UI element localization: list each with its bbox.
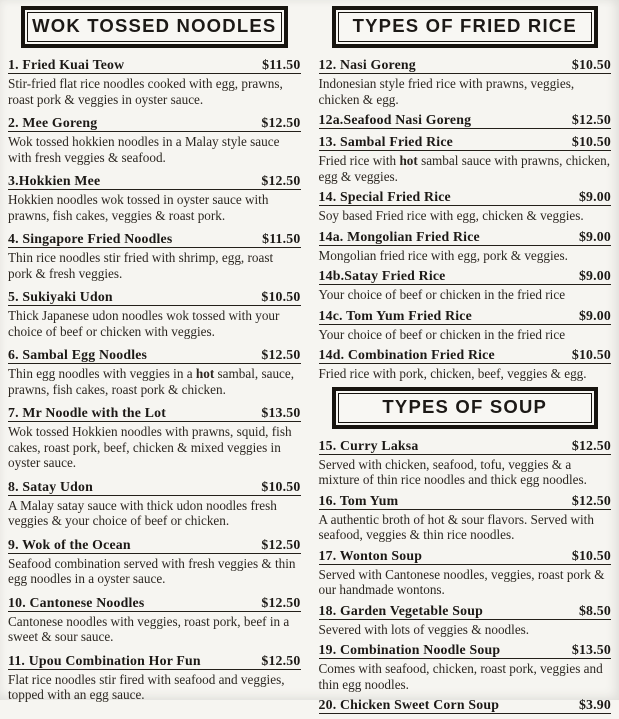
menu-item-price: $9.00: [578, 228, 611, 244]
menu-item: [8, 289, 301, 339]
menu-item: [319, 548, 612, 598]
menu-item-name: 14c. Tom Yum Fried Rice: [318, 307, 472, 323]
menu-item: [8, 115, 301, 165]
section-header-title: TYPES OF FRIED RICE: [338, 12, 593, 42]
menu-item-description: [319, 208, 612, 224]
menu-item-price: $13.50: [261, 405, 301, 420]
menu-item: [319, 308, 612, 343]
menu-item-name: 14d. Combination Fried Rice: [318, 347, 495, 362]
menu-item-title-row: [8, 115, 301, 132]
menu-item-name: 1. Fried Kuai Teow: [8, 57, 125, 72]
menu-item-title-row: [319, 134, 612, 151]
menu-item-price: $3.90: [578, 697, 611, 712]
menu-item: [319, 642, 612, 692]
menu-item: [319, 268, 612, 303]
menu-item: [319, 112, 612, 129]
menu-item-title-row: [319, 548, 612, 565]
menu-item-title-row: [319, 347, 612, 364]
description-text: sambal sauce with prawns, chicken, egg & veggies.: [318, 153, 611, 184]
menu-item-price: $10.50: [261, 289, 301, 304]
menu-item-title-row: [319, 308, 612, 325]
menu-item-title-row: [319, 189, 612, 206]
menu-section: [8, 6, 301, 703]
menu-item-name: 20. Chicken Sweet Corn Soup: [318, 697, 500, 712]
menu-item-name: 14b.Satay Fried Rice: [318, 268, 446, 283]
menu-item-name: 12. Nasi Goreng: [318, 57, 416, 72]
menu-item-price: $10.50: [571, 547, 611, 563]
menu-item-price: $12.50: [571, 112, 611, 127]
menu-item-title-row: [8, 653, 301, 670]
menu-item-price: $9.00: [578, 268, 611, 283]
menu-item: [8, 231, 301, 281]
menu-item-description: [8, 614, 301, 645]
menu-item-price: $12.50: [571, 437, 611, 453]
menu-item: [319, 57, 612, 107]
menu-item-name: 7. Mr Noodle with the Lot: [8, 405, 167, 420]
description-text: Hokkien noodles wok tossed in oyster sauce with prawns, fish cakes, veggies & roast pork.: [8, 192, 269, 223]
menu-item-description: [8, 250, 301, 281]
description-text: Thin egg noodles with veggies in a: [8, 366, 196, 381]
menu-item-price: $12.50: [571, 492, 611, 508]
menu-item-description: [319, 287, 612, 303]
menu-item-title-row: [8, 479, 301, 496]
menu-item-price: $8.50: [578, 602, 611, 618]
description-text: sambal, sauce, prawns, fish cakes, roast pork & chicken.: [8, 366, 295, 397]
menu-item-description: [8, 672, 301, 703]
menu-item: [8, 479, 301, 529]
menu-item: [8, 653, 301, 703]
menu-item-price: $12.50: [261, 652, 301, 668]
menu-item: [8, 537, 301, 587]
menu-item: [319, 438, 612, 488]
description-text: Your choice of beef or chicken in the fried rice: [318, 287, 566, 302]
description-emphasis: hot: [195, 366, 215, 381]
menu-item: [8, 347, 301, 397]
menu-item: [8, 405, 301, 471]
menu-item: [8, 173, 301, 223]
menu-item-description: [8, 192, 301, 223]
menu-item-title-row: [8, 57, 301, 74]
description-text: Severed with lots of veggies & noodles.: [318, 621, 530, 637]
menu-item-price: $12.50: [261, 115, 301, 130]
menu-column-right: [319, 5, 612, 719]
section-items: [319, 438, 612, 715]
menu-item-name: 2. Mee Goreng: [8, 115, 98, 130]
menu-item-description: [319, 366, 612, 382]
description-emphasis: hot: [399, 153, 418, 168]
menu-item-name: 12a.Seafood Nasi Goreng: [318, 112, 472, 127]
menu-item-title-row: [319, 642, 612, 659]
menu-item-description: [8, 76, 301, 107]
menu-item-description: [8, 556, 301, 587]
menu-item-price: $13.50: [571, 642, 611, 657]
menu-item: [319, 189, 612, 224]
menu-section: [319, 387, 612, 715]
menu-item-title-row: [8, 173, 301, 190]
menu-item-price: $10.50: [261, 478, 301, 494]
menu-item-price: $9.00: [578, 307, 611, 323]
menu-item-name: 19. Combination Noodle Soup: [318, 642, 501, 657]
menu-item-description: [319, 153, 612, 184]
menu-item: [8, 57, 301, 107]
description-text: Your choice of beef or chicken in the fried rice: [318, 326, 566, 342]
section-header-box: [332, 387, 599, 429]
menu-item-price: $10.50: [571, 134, 611, 149]
menu-item-description: [8, 424, 301, 471]
menu-item-title-row: [8, 595, 301, 612]
description-text: Wok tossed Hokkien noodles with prawns, squid, fish cakes, roast pork, beef, chicken & mixed veggies in oyster sauce.: [8, 424, 292, 470]
menu-item-description: [319, 76, 612, 107]
section-header-title: TYPES OF SOUP: [338, 393, 593, 423]
menu-item-price: $11.50: [262, 231, 301, 246]
description-text: Fried rice with: [318, 153, 400, 168]
menu-item-description: [8, 498, 301, 529]
menu-item-description: [319, 567, 612, 598]
menu-item-description: [8, 134, 301, 165]
menu-item-price: $9.00: [578, 189, 611, 204]
menu-item-description: [8, 308, 301, 339]
menu-item-name: 4. Singapore Fried Noodles: [8, 231, 173, 246]
menu-item-name: 17. Wonton Soup: [318, 547, 423, 563]
menu-item-title-row: [8, 405, 301, 422]
menu-item-name: 5. Sukiyaki Udon: [8, 289, 113, 304]
menu-item-price: $12.50: [261, 347, 301, 362]
menu-item-description: [319, 512, 612, 543]
description-text: Thin rice noodles stir fried with shrimp, egg, roast pork & fresh veggies.: [8, 250, 274, 281]
menu-item-description: [8, 366, 301, 397]
menu-item-title-row: [319, 268, 612, 285]
description-text: Fried rice with pork, chicken, beef, veggies & egg.: [318, 366, 587, 381]
menu-item-name: 14. Special Fried Rice: [318, 189, 451, 204]
menu-column-left: [8, 5, 301, 719]
section-header-box: [21, 6, 288, 48]
menu-item: [319, 347, 612, 382]
menu-item-name: 14a. Mongolian Fried Rice: [318, 228, 480, 244]
menu-item: [319, 134, 612, 184]
menu-item-title-row: [319, 229, 612, 246]
menu-item-name: 3.Hokkien Mee: [8, 173, 101, 188]
menu-item-name: 11. Upou Combination Hor Fun: [8, 652, 201, 668]
menu-item-title-row: [319, 493, 612, 510]
menu-item-title-row: [319, 112, 612, 129]
menu-item-price: $12.50: [261, 594, 301, 610]
menu-item-price: $12.50: [261, 536, 301, 552]
menu-item-title-row: [8, 347, 301, 364]
menu-item-title-row: [319, 438, 612, 455]
menu-item: [8, 595, 301, 645]
menu-item-description: [319, 248, 612, 264]
menu-item-title-row: [8, 231, 301, 248]
menu-section: [319, 6, 612, 382]
menu-item-name: 6. Sambal Egg Noodles: [8, 347, 148, 362]
section-items: [319, 57, 612, 382]
menu-item: [319, 493, 612, 543]
description-text: Comes with seafood, chicken, roast pork, veggies and thin egg noodles.: [318, 661, 603, 692]
menu-item-title-row: [319, 603, 612, 620]
menu-item-price: $12.50: [261, 173, 301, 188]
description-text: Flat rice noodles stir fired with seafood and veggies, topped with an egg sauce.: [8, 671, 285, 702]
menu-item-price: $10.50: [571, 347, 611, 362]
menu-item-name: 10. Cantonese Noodles: [8, 594, 145, 610]
description-text: A Malay satay sauce with thick udon noodles fresh veggies & your choice of beef or chicken.: [8, 497, 277, 528]
menu-item-price: $10.50: [571, 57, 611, 72]
menu-item-name: 16. Tom Yum: [318, 492, 399, 508]
description-text: Served with Cantonese noodles, veggies, roast pork & our handmade wontons.: [318, 566, 605, 597]
menu-item-title-row: [8, 289, 301, 306]
menu-item-name: 8. Satay Udon: [8, 478, 94, 494]
menu-item-price: $11.50: [262, 57, 301, 72]
section-header-title: WOK TOSSED NOODLES: [27, 12, 282, 42]
description-text: Seafood combination served with fresh veggies & thin egg noodles in a oyster sauce.: [8, 555, 296, 586]
menu-item-description: [319, 327, 612, 343]
description-text: Wok tossed hokkien noodles in a Malay style sauce with fresh veggies & seafood.: [8, 134, 280, 165]
section-items: [8, 57, 301, 703]
menu-item-title-row: [319, 57, 612, 74]
menu-item-name: 18. Garden Vegetable Soup: [318, 602, 483, 618]
menu-item-description: [319, 457, 612, 488]
menu-item: [319, 603, 612, 638]
description-text: Stir-fried flat rice noodles cooked with egg, prawns, roast pork & veggies in oyster sauce.: [8, 76, 283, 107]
menu-item-title-row: [8, 537, 301, 554]
description-text: Soy based Fried rice with egg, chicken & veggies.: [318, 208, 584, 223]
menu-item-name: 9. Wok of the Ocean: [8, 536, 131, 552]
description-text: Thick Japanese udon noodles wok tossed with your choice of beef or chicken with veggies.: [8, 308, 280, 339]
description-text: A authentic broth of hot & sour flavors. Served with seafood, veggies & thin rice noodles.: [318, 511, 594, 542]
description-text: Cantonese noodles with veggies, roast pork, beef in a sweet & sour sauce.: [8, 613, 290, 644]
menu-item-name: 15. Curry Laksa: [318, 437, 419, 453]
menu-item-description: [319, 661, 612, 692]
menu-item: [319, 229, 612, 264]
description-text: Indonesian style fried rice with prawns, veggies, chicken & egg.: [318, 76, 575, 107]
menu-item-name: 13. Sambal Fried Rice: [318, 134, 453, 149]
menu-item-description: [319, 622, 612, 638]
section-header-box: [332, 6, 599, 48]
description-text: Served with chicken, seafood, tofu, veggies & a mixture of thin rice noodles and thick egg noodles.: [318, 456, 587, 487]
description-text: Mongolian fried rice with egg, pork & veggies.: [318, 247, 568, 263]
